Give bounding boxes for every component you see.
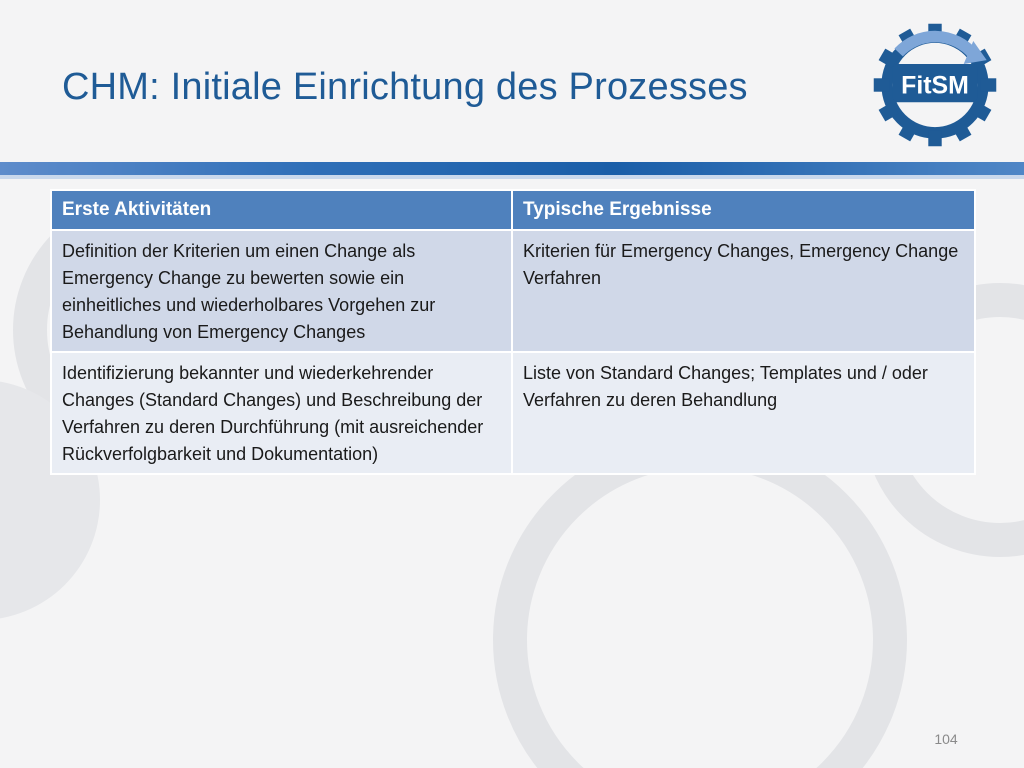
- header-band-shadow: [0, 175, 1024, 179]
- table-cell: Definition der Kriterien um einen Change als Emergency Change zu bewerten sowie ein einheitliches und wiederholbares Vorgehen zur Behandlung von Emergency Changes: [51, 230, 512, 352]
- logo-text: FitSM: [901, 71, 969, 100]
- fitsm-logo: [868, 18, 1002, 152]
- table-header-row: [51, 190, 975, 230]
- table-row: [51, 352, 975, 474]
- header-band: [0, 162, 1024, 175]
- table-row: [51, 230, 975, 352]
- table-cell: Liste von Standard Changes; Templates und / oder Verfahren zu deren Behandlung: [512, 352, 975, 474]
- column-header-activities: Erste Aktivitäten: [51, 190, 512, 230]
- column-header-results: Typische Ergebnisse: [512, 190, 975, 230]
- table-cell: Kriterien für Emergency Changes, Emergency Change Verfahren: [512, 230, 975, 352]
- page-number: 104: [934, 731, 958, 747]
- table-cell: Identifizierung bekannter und wiederkehrender Changes (Standard Changes) und Beschreibung der Verfahren zu deren Durchführung (mit ausreichender Rückverfolgbarkeit und Dokumentation): [51, 352, 512, 474]
- activities-table: [50, 189, 976, 475]
- slide-title: CHM: Initiale Einrichtung des Prozesses: [62, 66, 748, 108]
